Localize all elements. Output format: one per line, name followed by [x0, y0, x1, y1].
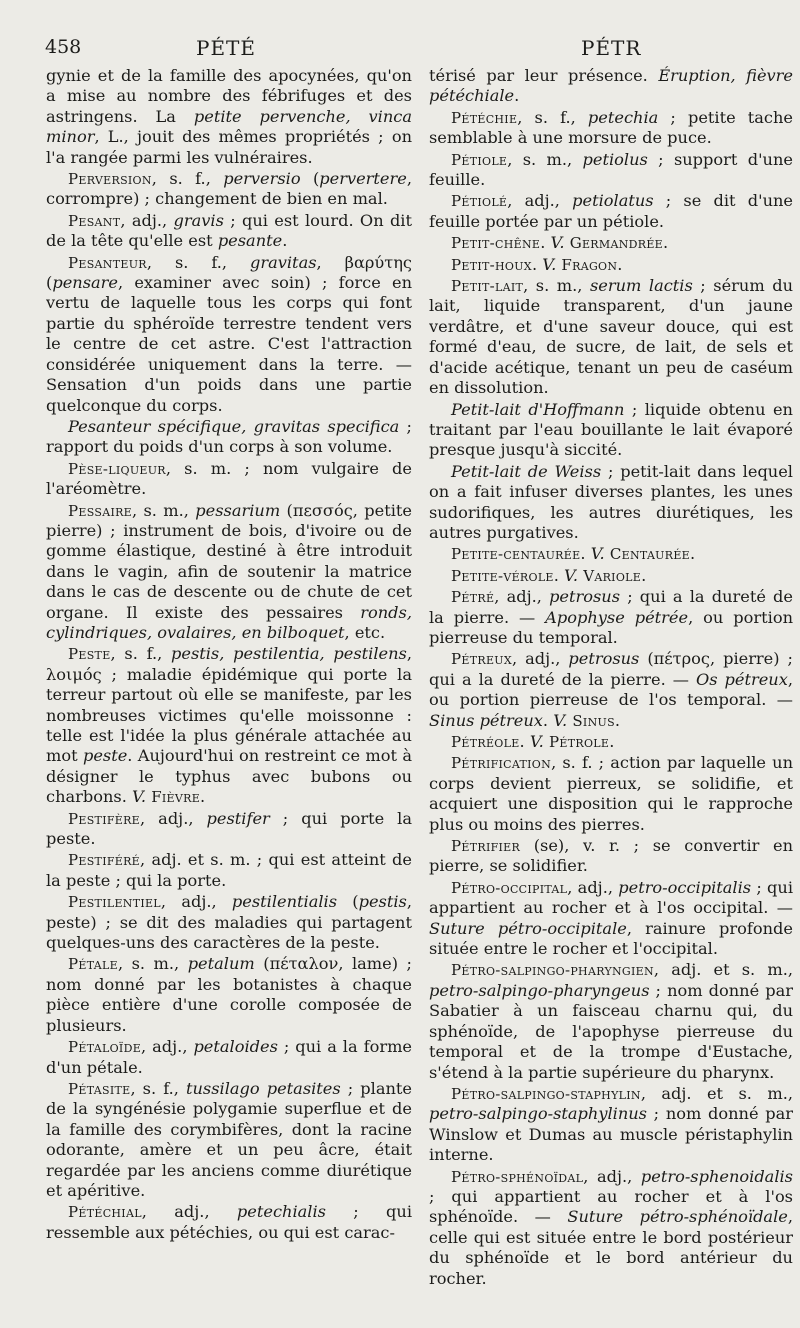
entry-headword: Pétale — [68, 955, 118, 974]
entry-text: , L., jouit des mêmes propriétés ; on l'a rangée parmi les vulnéraires. — [46, 127, 412, 167]
entry-text: , adj. et s. m., — [640, 1083, 793, 1103]
right-running-head: PÉTR — [581, 36, 642, 60]
entry-italic-text: V. — [553, 710, 568, 730]
dictionary-entry — [46, 892, 412, 953]
entry-italic-text: peste — [82, 746, 128, 766]
entry-text: , adj., — [141, 1202, 237, 1222]
entry-text: ; qui a la dureté de la pierre. — — [429, 587, 793, 627]
entry-italic-text: V. — [590, 544, 605, 564]
entry-text: , adj., — [160, 892, 232, 912]
dictionary-entry — [46, 501, 412, 644]
entry-text: , s. m., — [523, 276, 590, 296]
entry-italic-text: petechialis — [236, 1202, 326, 1222]
entry-text: , adj., — [511, 649, 569, 669]
entry-text: (πέταλον, lame) ; nom donné par les botanistes à chaque pièce entière d'une corolle composée de plusieurs. — [46, 954, 412, 1035]
dictionary-entry — [429, 1167, 793, 1289]
entry-italic-text: petechia — [587, 107, 659, 127]
dictionary-entry — [46, 211, 412, 252]
entry-headword: Pèse-liqueur — [68, 459, 166, 478]
entry-headword: Germandrée — [569, 234, 663, 253]
entry-headword: Pétrification — [451, 754, 552, 773]
entry-headword: Pétéchial — [68, 1203, 142, 1222]
entry-text: (πεσσός, petite pierre) ; instrument de bois, d'ivoire ou de gomme élastique, destiné à être introduit dans le vagin, afin de soutenir la matrice dans le cas de descente ou de chute de cet organe. Il existe des pessaires — [46, 500, 412, 622]
dictionary-entry — [429, 836, 793, 877]
entry-text: , adj. et s. m., — [653, 960, 793, 980]
entry-headword: Pesanteur — [68, 253, 147, 272]
dictionary-entry — [429, 150, 793, 191]
entry-text: (se), v. r. ; se convertir en pierre, se solidifier. — [429, 836, 793, 876]
entry-italic-text: gravis — [173, 210, 224, 230]
entry-italic-text: petro-salpingo-staphylinus — [429, 1104, 647, 1124]
dictionary-entry — [429, 960, 793, 1082]
entry-italic-text: Petit-lait d'Hoffmann — [451, 399, 625, 419]
entry-text: gynie et de la famille des apocynées, qu'on a mise au nombre des fébrifuges et des astringens. La — [46, 66, 412, 126]
entry-italic-text: ronds, cylindriques, ovalaires, en bilboquet — [46, 602, 412, 642]
entry-italic-text: pervertere — [319, 169, 407, 189]
dictionary-entry — [46, 66, 412, 168]
entry-italic-text: V. — [132, 787, 147, 807]
entry-text: ; petite tache semblable à une morsure de puce. — [429, 107, 793, 148]
entry-italic-text: petiolus — [582, 149, 648, 169]
left-running-head: PÉTÉ — [196, 36, 256, 60]
entry-text: . — [690, 544, 696, 564]
entry-text: . — [531, 254, 543, 274]
entry-italic-text: V. — [550, 233, 565, 253]
entry-headword: Pétré — [451, 588, 495, 607]
entry-text: ; nom donné par Sabatier à un faisceau charnu qui, du sphénoïde, de l'apophyse pierreuse du temporal et de la trompe d'Eustache, s'étend à la partie supérieure du pharynx. — [429, 980, 793, 1082]
entry-italic-text: Petit-lait de Weiss — [451, 461, 602, 481]
entry-text: ; qui appartient au rocher et à l'os sphénoïde. — — [429, 1186, 793, 1227]
entry-text: ; qui est lourd. On dit de la tête qu'elle est — [46, 210, 412, 251]
entry-headword: Pétrole — [549, 733, 610, 751]
entry-italic-text: Suture pétro-occipitale — [429, 918, 627, 938]
entry-text: ; qui appartient au rocher et à l'os occipital. — — [429, 877, 793, 918]
entry-headword: Pétiolé — [451, 192, 508, 211]
dictionary-entry — [429, 544, 793, 564]
entry-headword: Pestiféré — [68, 851, 141, 870]
dictionary-entry — [429, 732, 793, 752]
entry-italic-text: pestis, pestilentia, pestilens — [171, 644, 407, 664]
entry-headword: Perversion — [68, 170, 152, 189]
entry-text: . — [641, 565, 647, 585]
entry-text: , adj., — [567, 877, 619, 897]
entry-headword: Pétreux — [451, 650, 512, 669]
entry-text: , adj., — [507, 191, 573, 211]
dictionary-entry — [46, 1202, 412, 1243]
dictionary-entry — [46, 417, 412, 458]
entry-text: . — [662, 233, 669, 253]
entry-text: ; plante de la syngénésie polygamie superflue et de la famille des corymbifères, dont la racine odorante, amère et un peu âcre, était regardée par les anciens comme diurétique et apéritive. — [46, 1078, 412, 1200]
entry-headword: Pétro-sphénoïdal — [451, 1167, 584, 1186]
entry-text: ; liquide obtenu en traitant par l'eau bouillante le lait évaporé presque jusqu'à siccité. — [429, 399, 793, 460]
dictionary-entry — [46, 1079, 412, 1201]
entry-text: , s. f., — [130, 1078, 186, 1098]
entry-text: , βαρύτης ( — [46, 252, 412, 293]
dictionary-entry — [429, 587, 793, 648]
entry-text: , adj. et s. m. ; qui est atteint de la peste ; qui la porte. — [46, 850, 412, 890]
entry-italic-text: V. — [529, 732, 544, 751]
entry-italic-text: Suture pétro-sphénoïdale — [567, 1207, 788, 1227]
entry-italic-text: petrosus — [568, 649, 640, 669]
entry-text: . — [540, 233, 551, 253]
entry-text: , adj., — [120, 210, 174, 230]
entry-headword: Petite-vérole — [451, 566, 554, 585]
entry-italic-text: petrosus — [549, 587, 621, 607]
entry-text: ( — [337, 892, 359, 912]
entry-headword: Pétéchie — [451, 108, 518, 127]
entry-headword: Variole — [583, 566, 642, 585]
entry-italic-text: Os pétreux — [695, 669, 788, 689]
dictionary-entry — [46, 809, 412, 850]
entry-headword: Pétro-occipital — [451, 878, 568, 897]
entry-text: , adj., — [141, 1037, 194, 1057]
entry-text: , λοιμός ; maladie épidémique qui porte la terreur partout où elle se manifeste, par les nombreuses victimes qu'elle moissonne : telle est l'idée la plus générale attachée au mot — [46, 644, 412, 766]
entry-italic-text: Apophyse pétrée — [545, 607, 689, 627]
entry-italic-text: serum lactis — [589, 276, 693, 296]
entry-text: , peste) ; se dit des maladies qui partagent quelques-uns des caractères de la peste. — [46, 892, 412, 953]
entry-text: , s. m., — [117, 954, 188, 974]
entry-text: , rainure profonde située entre le rocher et l'occipital. — [429, 918, 793, 959]
dictionary-entry — [429, 649, 793, 731]
entry-italic-text: pesante — [217, 231, 283, 251]
entry-headword: Pétréole — [451, 733, 520, 751]
entry-text: , s. m., — [132, 500, 196, 520]
entry-text: (πέτρος, pierre) ; qui a la dureté de la pierre. — — [429, 649, 793, 689]
dictionary-entry — [429, 233, 793, 253]
entry-text: ; petit-lait dans lequel on a fait infuser diverses plantes, les unes sudorifiques, les autres diurétiques, les autres purgatives. — [429, 461, 793, 542]
entry-italic-text: Pesanteur spécifique, gravitas specifica — [68, 416, 400, 436]
dictionary-entry — [429, 191, 793, 232]
entry-italic-text: Sinus pétreux — [429, 710, 543, 730]
entry-text: . Aujourd'hui on restreint ce mot à désigner le typhus avec bubons ou charbons. — [46, 746, 412, 807]
entry-text: ; nom donné par Winslow et Dumas au muscle péristaphylin interne. — [429, 1104, 793, 1165]
dictionary-entry — [429, 753, 793, 835]
entry-text: ; qui ressemble aux pétéchies, ou qui est carac- — [46, 1202, 412, 1242]
entry-text: . — [553, 565, 565, 585]
entry-text: , s. f., — [517, 107, 588, 127]
dictionary-entry — [46, 169, 412, 210]
entry-text: ; se dit d'une feuille portée par un pétiole. — [429, 191, 793, 231]
entry-headword: Centaurée — [609, 545, 690, 564]
entry-italic-text: petalum — [187, 954, 255, 974]
entry-italic-text: petaloides — [193, 1037, 278, 1057]
entry-text: . — [609, 732, 615, 751]
entry-italic-text: V. — [564, 565, 579, 585]
entry-headword: Pétiole — [451, 150, 508, 169]
entry-headword: Petit-chêne — [451, 234, 541, 253]
entry-italic-text: petro-sphenoidalis — [640, 1166, 793, 1186]
entry-headword: Petite-centaurée — [451, 545, 581, 564]
entry-text: . — [614, 710, 621, 730]
dictionary-entry — [429, 276, 793, 398]
entry-italic-text: V. — [542, 254, 557, 274]
entry-italic-text: pestifer — [206, 808, 270, 828]
entry-text: ( — [300, 169, 320, 189]
entry-text: ; support d'une feuille. — [429, 149, 793, 190]
entry-text: , examiner avec soin) ; force en vertu de laquelle tous les corps qui font partie du sphéroïde terrestre tendent vers le centre de cet astre. C'est l'attraction considérée uniquement dans la terre. — Sensation d'un poids dans une partie quelconque du corps. — [46, 273, 412, 415]
dictionary-entry — [429, 66, 793, 107]
entry-italic-text: petro-salpingo-pharyngeus — [429, 980, 650, 1000]
entry-text: , etc. — [344, 622, 386, 642]
entry-text: , adj., — [494, 587, 550, 607]
entry-text: , s. m. ; nom vulgaire de l'aréomètre. — [46, 458, 412, 499]
entry-text: . — [282, 231, 288, 251]
entry-headword: Sinus — [572, 711, 615, 730]
dictionary-entry — [429, 255, 793, 275]
entry-headword: Pétasite — [68, 1079, 131, 1098]
entry-italic-text: Éruption, fièvre pétéchiale — [429, 66, 793, 106]
entry-italic-text: perversio — [223, 169, 301, 189]
entry-text: , celle qui est située entre le bord postérieur du sphénoïde et le bord antérieur du rocher. — [429, 1207, 793, 1288]
dictionary-entry — [46, 644, 412, 807]
entry-headword: Pétro-salpingo-pharyngien — [451, 961, 654, 980]
entry-italic-text: pestilentialis — [231, 892, 338, 912]
entry-text: , ou portion pierreuse du temporal. — [429, 607, 793, 647]
dictionary-entry — [46, 954, 412, 1036]
dictionary-entry — [46, 459, 412, 500]
left-column — [46, 66, 412, 1294]
entry-text: . — [519, 732, 530, 751]
entry-text: , adj., — [140, 808, 207, 828]
page-number: 458 — [45, 36, 82, 58]
dictionary-entry — [429, 108, 793, 149]
entry-headword: Pétaloïde — [68, 1038, 142, 1057]
entry-italic-text: pensare — [52, 273, 118, 293]
entry-text: . — [514, 86, 520, 106]
entry-italic-text: tussilago petasites — [185, 1078, 341, 1098]
dictionary-entry — [429, 400, 793, 461]
entry-text: , ou portion pierreuse de l'os temporal. — — [429, 669, 793, 710]
entry-text: . — [542, 710, 554, 730]
entry-italic-text: petiolatus — [572, 191, 654, 211]
dictionary-entry — [429, 1084, 793, 1166]
entry-headword: Pestifère — [68, 809, 141, 828]
dictionary-entry — [429, 462, 793, 544]
entry-headword: Pessaire — [68, 501, 133, 520]
entry-headword: Pétrifier — [451, 837, 521, 856]
right-column — [429, 66, 793, 1294]
entry-text: , s. f., — [151, 169, 224, 189]
entry-text: , s. m., — [507, 149, 583, 169]
dictionary-entry — [46, 253, 412, 416]
entry-italic-text: pessarium — [195, 500, 281, 520]
dictionary-entry — [429, 566, 793, 586]
entry-italic-text: pestis — [358, 892, 407, 912]
entry-text: . — [200, 787, 206, 807]
entry-headword: Pesant — [68, 211, 121, 230]
entry-text: . — [617, 254, 623, 274]
dictionary-entry — [46, 1037, 412, 1078]
entry-text: , s. f., — [146, 252, 250, 272]
dictionary-entry — [46, 850, 412, 891]
entry-headword: Fragon — [561, 255, 618, 274]
entry-text: , adj., — [583, 1166, 641, 1186]
entry-headword: Petit-houx — [451, 255, 532, 274]
entry-headword: Peste — [68, 645, 111, 664]
entry-italic-text: petro-occipitalis — [618, 877, 752, 897]
entry-text: ; rapport du poids d'un corps à son volume. — [46, 416, 412, 457]
entry-text: térisé par leur présence. — [429, 66, 659, 85]
entry-headword: Pétro-salpingo-staphylin — [451, 1084, 641, 1103]
dictionary-entry — [429, 878, 793, 960]
entry-italic-text: petite pervenche, vinca minor — [46, 106, 412, 147]
entry-text: ; qui a la forme d'un pétale. — [46, 1037, 412, 1077]
entry-text: ; sérum du lait, liquide transparent, d'un jaune verdâtre, et d'une saveur douce, qui est formé d'eau, de sucre, de lait, de sels et d'acide acétique, tenant un peu de caséum en dissolution. — [429, 276, 793, 398]
entry-text: , s. f. ; action par laquelle un corps devient pierreux, se solidifie, et acquiert une disposition qui le rapproche plus ou moins des pierres. — [429, 753, 793, 834]
entry-headword: Fièvre — [151, 788, 201, 807]
entry-text: , s. f., — [110, 644, 171, 664]
entry-text: ; qui porte la peste. — [46, 808, 412, 849]
entry-headword: Petit-lait — [451, 277, 524, 296]
running-head — [0, 36, 800, 68]
entry-text: . — [580, 544, 591, 564]
entry-italic-text: gravitas — [249, 252, 317, 272]
entry-headword: Pestilentiel — [68, 893, 161, 912]
entry-text: , corrompre) ; changement de bien en mal. — [46, 169, 412, 209]
